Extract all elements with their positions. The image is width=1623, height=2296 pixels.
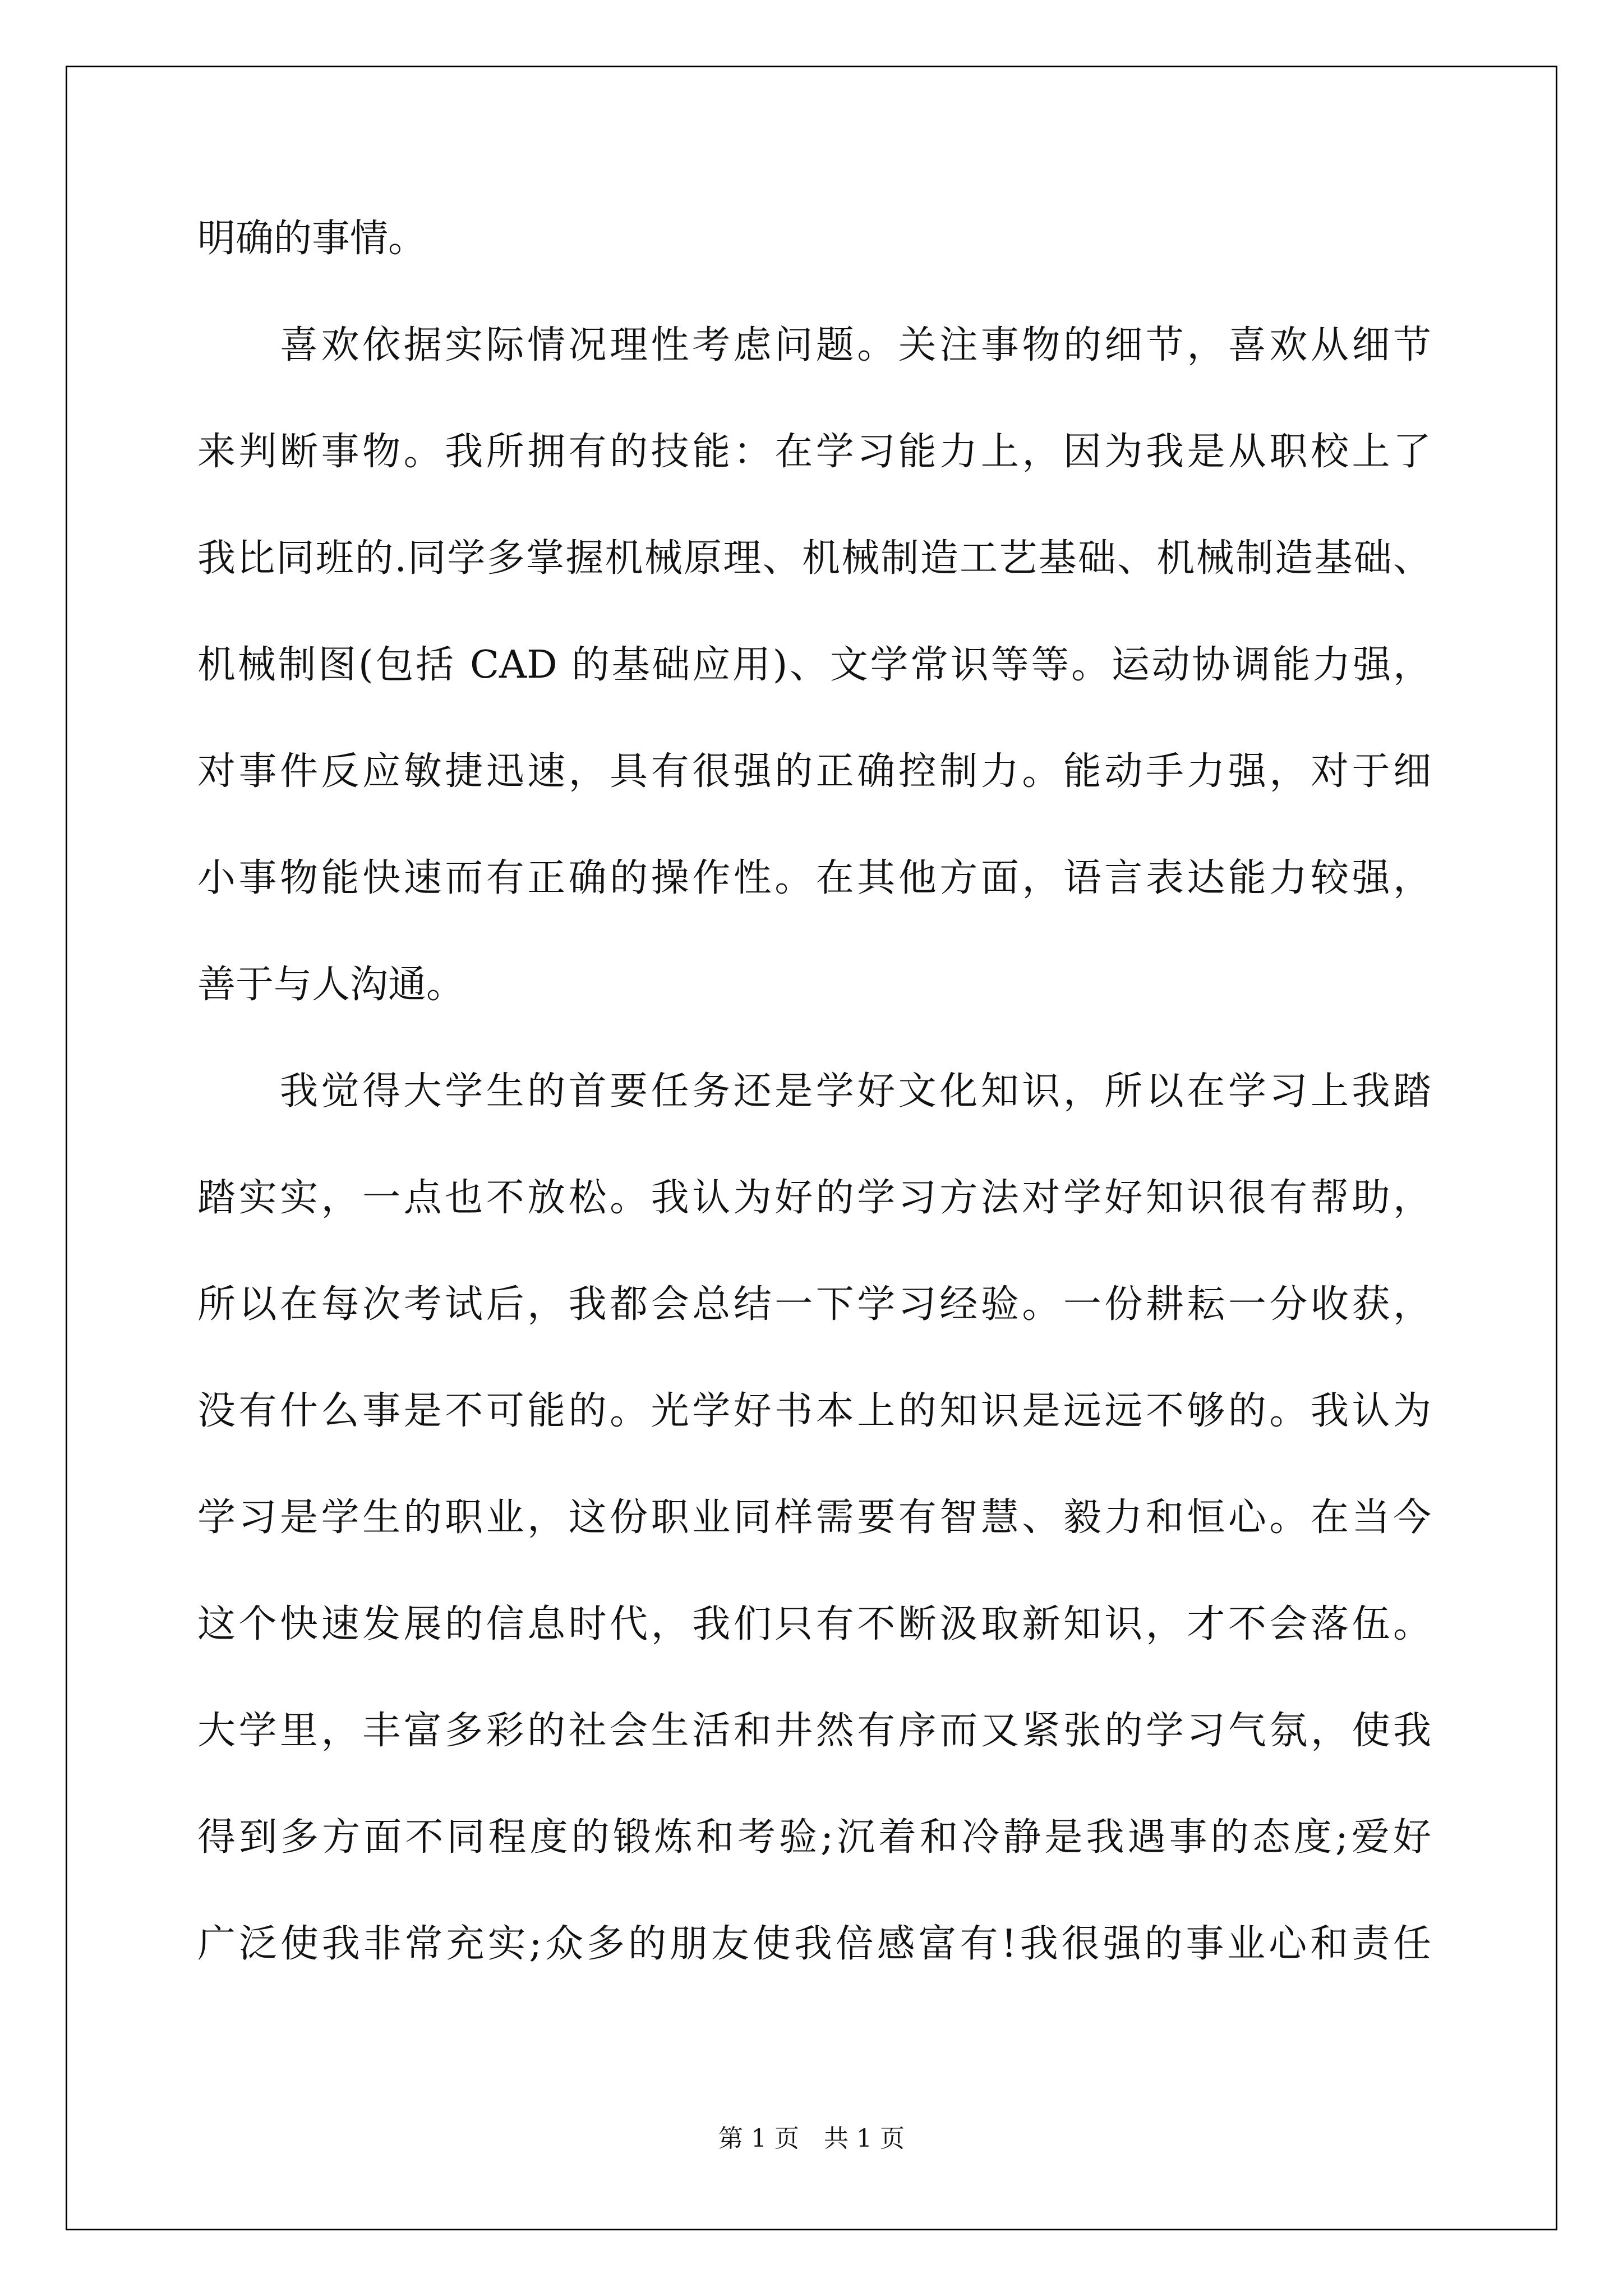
document-body bbox=[197, 211, 1431, 2023]
text-line: 小事物能快速而有正确的操作性。在其他方面，语言表达能力较强， bbox=[197, 856, 1431, 900]
text-line: 这个快速发展的信息时代，我们只有不断汲取新知识，才不会落伍。 bbox=[197, 1602, 1431, 1646]
text-line: 得到多方面不同程度的锻炼和考验;沉着和冷静是我遇事的态度;爱好 bbox=[197, 1815, 1431, 1860]
text-line: 机械制图(包括 CAD 的基础应用)、文学常识等等。运动协调能力强， bbox=[197, 643, 1431, 687]
text-line: 善于与人沟通。 bbox=[197, 963, 465, 1007]
text-line: 没有什么事是不可能的。光学好书本上的知识是远远不够的。我认为 bbox=[197, 1389, 1431, 1433]
text-line: 来判断事物。我所拥有的技能：在学习能力上，因为我是从职校上了 bbox=[197, 430, 1431, 474]
text-line: 学习是学生的职业，这份职业同样需要有智慧、毅力和恒心。在当今 bbox=[197, 1496, 1431, 1540]
text-line: 喜欢依据实际情况理性考虑问题。关注事物的细节，喜欢从细节 bbox=[280, 323, 1431, 367]
text-line: 我比同班的.同学多掌握机械原理、机械制造工艺基础、机械制造基础、 bbox=[197, 536, 1431, 581]
text-line: 广泛使我非常充实;众多的朋友使我倍感富有!我很强的事业心和责任 bbox=[197, 1922, 1431, 1966]
page-footer: 第 1 页 共 1 页 bbox=[718, 2124, 905, 2153]
text-line: 大学里，丰富多彩的社会生活和井然有序而又紧张的学习气氛，使我 bbox=[197, 1709, 1431, 1753]
text-line: 对事件反应敏捷迅速，具有很强的正确控制力。能动手力强，对于细 bbox=[197, 749, 1431, 794]
text-line: 所以在每次考试后，我都会总结一下学习经验。一份耕耘一分收获， bbox=[197, 1282, 1431, 1327]
text-line: 踏实实，一点也不放松。我认为好的学习方法对学好知识很有帮助， bbox=[197, 1176, 1431, 1220]
text-line: 我觉得大学生的首要任务还是学好文化知识，所以在学习上我踏 bbox=[280, 1069, 1431, 1114]
text-line: 明确的事情。 bbox=[197, 217, 427, 261]
